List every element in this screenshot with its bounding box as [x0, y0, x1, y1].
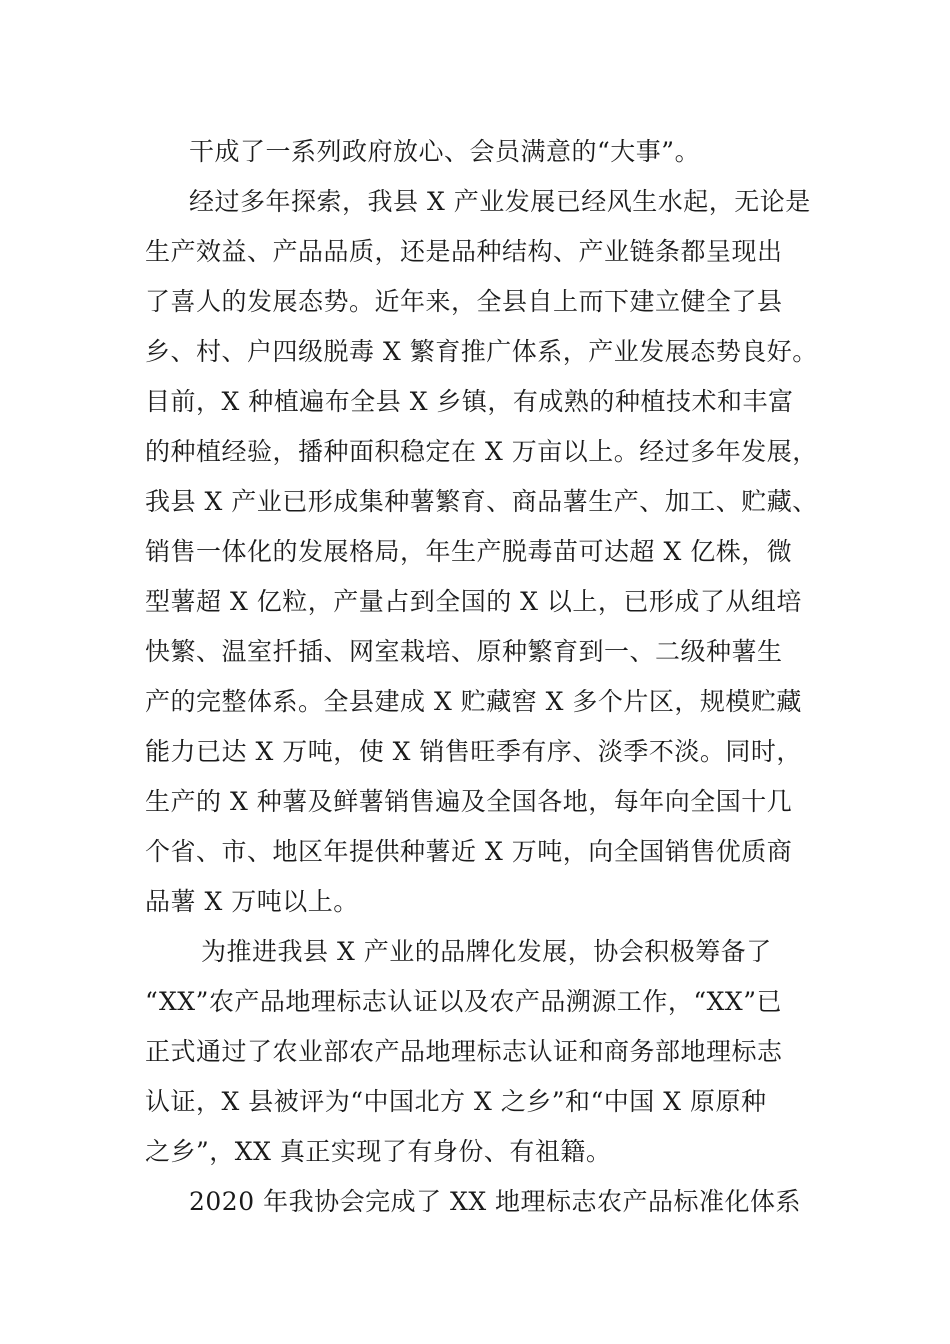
- text-line: “XX”农产品地理标志认证以及农产品溯源工作，“XX”已: [145, 987, 783, 1016]
- body-text: [145, 127, 845, 1227]
- text-line: 生产的 X 种薯及鲜薯销售遍及全国各地，每年向全国十几: [145, 787, 793, 816]
- text-line: 我县 X 产业已形成集种薯繁育、商品薯生产、加工、贮藏、: [145, 487, 818, 516]
- text-line: 产的完整体系。全县建成 X 贮藏窖 X 多个片区，规模贮藏: [145, 687, 802, 716]
- text-line: 干成了一系列政府放心、会员满意的“大事”。: [189, 137, 701, 166]
- text-line: 之乡”，XX 真正实现了有身份、有祖籍。: [145, 1137, 612, 1166]
- text-line: 目前，X 种植遍布全县 X 乡镇，有成熟的种植技术和丰富: [145, 387, 794, 416]
- text-line: 生产效益、产品品质，还是品种结构、产业链条都呈现出: [145, 237, 783, 266]
- text-line: 销售一体化的发展格局，年生产脱毒苗可达超 X 亿株，微: [145, 537, 793, 566]
- text-line: 型薯超 X 亿粒，产量占到全国的 X 以上，已形成了从组培: [145, 587, 802, 616]
- text-line: 快繁、温室扦插、网室栽培、原种繁育到一、二级种薯生: [145, 637, 783, 666]
- text-line: 正式通过了农业部农产品地理标志认证和商务部地理标志: [145, 1037, 783, 1066]
- text-line: 认证，X 县被评为“中国北方 X 之乡”和“中国 X 原原种: [145, 1087, 767, 1116]
- text-line: 品薯 X 万吨以上。: [145, 887, 359, 916]
- paragraph-start-line: 2020 年我协会完成了 XX 地理标志农产品标准化体系: [189, 1187, 802, 1216]
- text-line: 个省、市、地区年提供种薯近 X 万吨，向全国销售优质商: [145, 837, 793, 866]
- paragraph-start-line: 为推进我县 X 产业的品牌化发展，协会积极筹备了: [201, 937, 772, 966]
- text-line: 乡、村、户四级脱毒 X 繁育推广体系，产业发展态势良好。: [145, 337, 818, 366]
- text-line: 的种植经验，播种面积稳定在 X 万亩以上。经过多年发展，: [145, 437, 818, 466]
- text-line: 能力已达 X 万吨，使 X 销售旺季有序、淡季不淡。同时，: [145, 737, 802, 766]
- paragraph-start-line: 经过多年探索，我县 X 产业发展已经风生水起，无论是: [189, 187, 811, 216]
- text-line: 了喜人的发展态势。近年来，全县自上而下建立健全了县: [145, 287, 783, 316]
